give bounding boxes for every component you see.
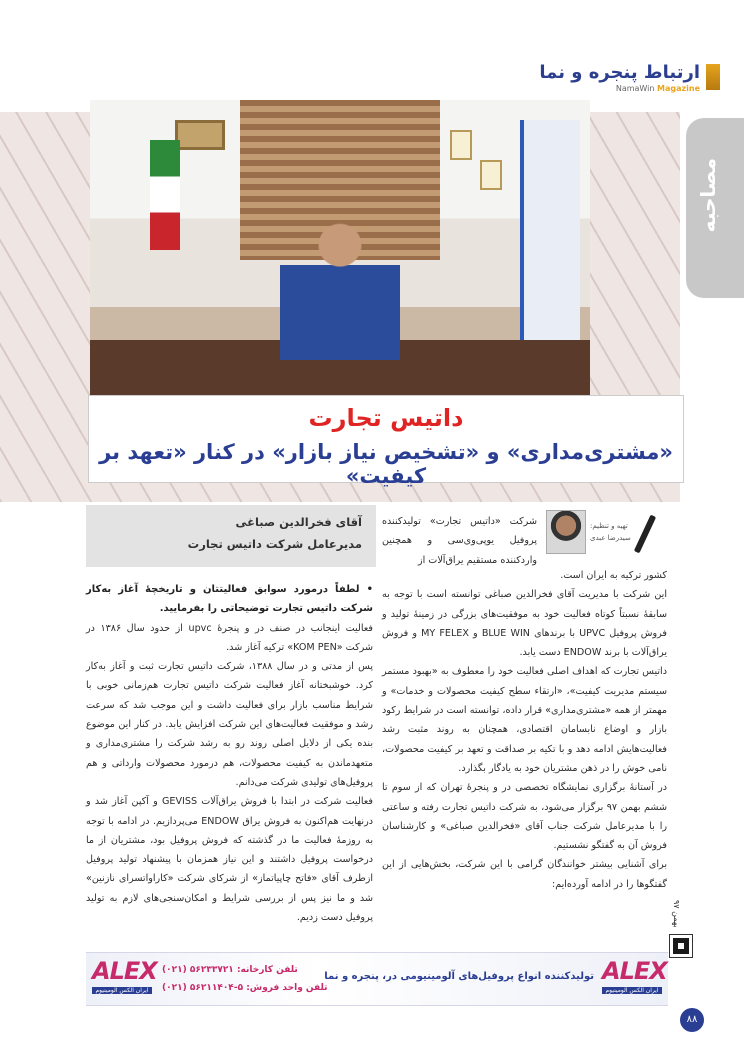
article-intro [382,512,537,570]
credit-author: سیدرضا عبدی [590,534,631,542]
credit-label: تهیه و تنظیم: [590,522,628,530]
article-headline: «مشتری‌مداری» و «تشخیص نیاز بازار» در کنار «تعهد بر کیفیت» [99,440,673,488]
ad-tagline: تولیدکننده انواع پروفیل‌های آلومینیومی در، پنجره و نما [324,971,594,982]
paragraph: فعالیت اینجانب در صنف در و پنجرهٔ upvc از حدود سال ۱۳۸۶ در شرکت «KOM PEN» ترکیه آغاز شد. [86,622,373,653]
ad-brand-sub: ایران الکس آلومینیوم [92,987,152,994]
issue-date: بهمن ۹۷ [672,900,681,928]
paragraph: در آستانهٔ برگزاری نمایشگاه تخصصی در و پنجرهٔ تهران که از سوم تا ششم بهمن ۹۷ برگزار می‌شود، به شرکت داتیس تجارت رفته و ساعتی را با مدیرعامل شرکت جناب آقای «فخرالدین صباغی» و کارشناسان فروش آن به گفتگو نشستیم. [382,782,667,852]
flag [150,140,180,250]
section-tab [686,118,744,298]
advertisement-banner [86,952,668,1006]
author-credit [540,508,670,558]
interview-photo [90,100,590,396]
ad-phone-sales: تلفن واحد فروش: ۵-۵۶۲۱۱۴۰۴ (۰۲۱) [162,983,328,993]
ad-phone-factory: تلفن کارخانه: ۵۶۲۳۳۷۲۱ (۰۲۱) [162,965,298,975]
paragraph: پس از مدتی و در سال ۱۳۸۸، شرکت داتیس تجارت ثبت و آغاز به‌کار کرد. خوشبختانه آغاز فعالیت شرکت داتیس تجارت هم‌زمانی خوبی با شرایط مناسب بازار برای فعالیت داشت و این موجب شد که سرعت رشد و موفقیت فعالیت‌های این شرکت افزایش یابد. در کنار این موضوع بنده یکی از دلایل اصلی روند رو به رشد شرکت را مشتری‌مداری و متعهدماندن به کیفیت محصولات، هم درمورد محصولات وارداتی و هم پروفیل‌های تولیدی شرکت می‌دانم. [86,661,373,788]
paragraph: فعالیت شرکت در ابتدا با فروش یراق‌آلات GEVISS و آکپن آغاز شد و درنهایت هم‌اکنون به فروش یراق ENDOW می‌پردازیم. در ادامه با توجه به روزمهٔ فعالیت ما در گذشته که فروش پروفیل بود، مشتریان از ما درخواست پروفیل داشتند و این نیاز همزمان با پیشنهاد تولید پروفیل ازطرف آقای «فاتح چاپیاتماز» از شرکای شرکت «کاراواتسرای نازنین» شد و ما نیز پس از بررسی شرایط و امکان‌سنجی‌های لازم به تولید پروفیل دست زدیم. [86,796,374,924]
paragraph: برای آشنایی بیشتر خوانندگان گرامی با این شرکت، بخش‌هایی از این گفتگوها را در ادامه آورده‌ایم: [382,859,667,890]
ad-brand-logo [602,957,667,1003]
person-figure [280,220,400,360]
paragraph: کشور ترکیه به ایران است. [560,570,667,581]
interviewee-role: مدیرعامل شرکت داتیس تجارت [187,537,362,551]
paragraph: این شرکت با مدیریت آقای فخرالدین صباغی توانسته است با توجه به سابقهٔ نسبتاً کوتاه فعالیت خود به موفقیت‌های بزرگی در زمینهٔ تولید و فروش پروفیل UPVC با برندهای BLUE WIN و MY FELEX و فروش یراق‌آلات با برند ENDOW دست یابد. [382,589,668,659]
article-column-right [382,566,667,894]
interviewee-name: آقای فخرالدین صباغی [235,515,362,529]
logo-subtitle [616,84,700,93]
logo-mark-icon [706,64,720,90]
article-title-box [88,395,684,488]
ad-brand-name: ALEX [92,957,157,985]
article-column-left [86,580,373,927]
wall-certificate [450,130,472,160]
ad-brand-sub: ایران الکس آلومینیوم [602,987,662,994]
magazine-logo [520,62,700,98]
company-title: داتیس تجارت [308,404,464,432]
page-number: ۸۸ [680,1008,704,1032]
paragraph: داتیس تجارت که اهداف اصلی فعالیت خود را معطوف به «بهبود مستمر سیستم مدیریت کیفیت»، «ارتقاء سطح کیفیت محصولات و خدمات» و مهمتر از همه «مشتری‌مداری» قرار داده، توانسته است در شرایط رکود بازار و اوضاع نابسامان اقتصادی، همچنان به روند مثبت رشد فعالیت‌هایش ادامه دهد و با تکیه بر صداقت و تعهد بر کیفیت محصولات، نامی خوش را در ذهن مشتریان خود به یادگار بگذارد. [382,666,667,774]
ad-brand-name: ALEX [602,957,667,985]
ad-brand-logo [92,957,157,1003]
intro-text: شرکت «داتیس تجارت» تولیدکننده پروفیل یو‌پی‌وی‌سی و همچنین واردکننده مستقیم یراق‌آلات از [382,516,537,566]
logo-sub-brand: Magazine [656,84,700,93]
logo-title: ارتباط پنجره و نما [539,62,700,83]
section-tab-label: مصاحبه [696,158,720,233]
wall-portrait [175,120,225,150]
logo-sub-prefix: NamaWin [615,84,655,93]
interviewee-box [86,505,376,567]
wall-certificate [480,160,502,190]
qr-icon [670,935,692,957]
interview-question: • لطفاً درمورد سوابق فعالیتتان و تاریخچهٔ آغاز به‌کار شرکت داتیس تجارت توضیحاتی را بفرمایید. [86,584,373,615]
author-avatar [546,510,586,554]
